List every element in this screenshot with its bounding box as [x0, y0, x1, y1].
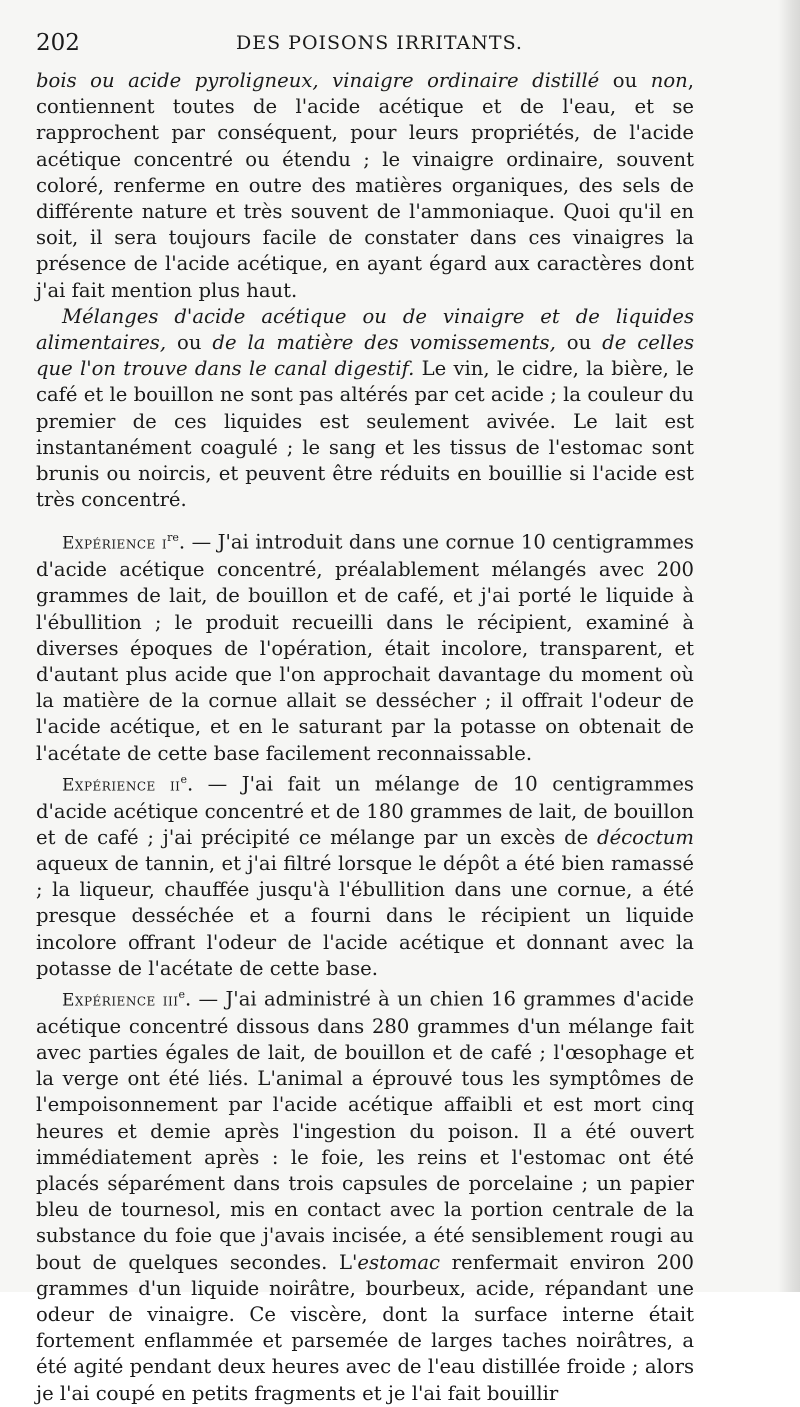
- italic-run: décoctum: [597, 825, 694, 849]
- italic-run: de la matière des vomissements,: [212, 331, 556, 355]
- italic-run: de celles que l'on trouve dans le canal digestif.: [36, 331, 694, 381]
- text-run: aqueux de tannin, et j'ai filtré lorsque le dépôt a été bien ramassé ; la liqueur, chauffée jusqu'à l'ébullition dans une cornue, a été presque desséchée et a fourni dans le récipient un liquide incolore offrant l'odeur de l'acide acétique et donnant avec la potasse de l'acétate de cette base.: [36, 851, 694, 980]
- text-run: . — J'ai introduit dans une cornue 10 centigrammes d'acide acétique concentré, préalablement mélangés avec 200 grammes de lait, de bouillon et de café, et j'ai porté le liquide à l'ébullition ; le produit recueilli dans le récipient, examiné à diverses époques de l'opération, était incolore, transparent, et d'autant plus acide que l'on approchait davantage du moment où la matière de la cornue allait se dessécher ; il offrait l'odeur de l'acide acétique, et en le saturant par la potasse on obtenait de l'acétate de cette base facilement reconnaissable.: [36, 530, 694, 765]
- text-run: ou: [599, 69, 651, 92]
- ordinal-superscript: re: [167, 531, 179, 545]
- page-number: 202: [36, 30, 80, 56]
- italic-run: bois ou acide pyroligneux, vinaigre ordinaire distillé: [36, 69, 600, 92]
- page-header: [36, 30, 742, 62]
- page-body: [36, 68, 694, 1407]
- text-run: . — J'ai administré à un chien 16 grammes d'acide acétique concentré dissous dans 280 grammes d'un mélange fait avec parties égales de lait, de bouillon et de café ; l'œsophage et la verge ont été liés. L'animal a éprouvé tous les symptômes de l'empoisonnement par l'acide acétique affaibli et est mort cinq heures et demie après l'ingestion du poison. Il a été ouvert immédiatement après : le foie, les reins et l'estomac ont été placés séparément dans trois capsules de porcelaine ; un papier bleu de tournesol, mis en contact avec la portion centrale de la substance du foie que j'avais incisée, a été sensiblement rougi au bout de quelques secondes. L': [36, 987, 695, 1274]
- text-run: . — J'ai fait un mélange de 10 centigrammes d'acide acétique concentré et de 180 grammes de lait, de bouillon et de café ; j'ai précipité ce mélange par un excès de: [36, 772, 695, 849]
- text-run: Le vin, le cidre, la bière, le café et le bouillon ne sont pas altérés par cet acide ; la couleur du premier de ces liquides est seulement avivée. Le lait est instantanément coagulé ; le sang et les tissus de l'estomac sont brunis ou noircis, et peuvent être réduits en bouillie si l'acide est très concentré.: [36, 357, 694, 512]
- paragraph-experiment-1: [36, 525, 694, 766]
- italic-run: non: [650, 69, 688, 92]
- paragraph-mixtures: [36, 304, 694, 514]
- paragraph-vinegars: [36, 68, 694, 304]
- experiment-label: Expérience ii: [62, 775, 181, 796]
- italic-run: Mélanges d'acide acétique ou de vinaigre et de liquides alimentaires,: [36, 304, 694, 355]
- text-run: ou: [555, 331, 603, 355]
- text-run: ou: [166, 331, 213, 355]
- experiment-label: Expérience iii: [62, 990, 179, 1011]
- text-run: renfermait environ 200 grammes d'un liquide noirâtre, bourbeux, acide, répandant une odeur de vinaigre. Ce viscère, dont la surface interne était fortement enflammée et parsemée de larges taches noirâtres, a été agité pendant deux heures avec de l'eau distillée froide ; alors je l'ai coupé en petits fragments et je l'ai fait bouillir: [36, 1250, 694, 1405]
- ordinal-superscript: e: [178, 987, 185, 1001]
- running-head: DES POISONS IRRITANTS.: [236, 32, 523, 54]
- paragraph-experiment-3: [36, 982, 694, 1407]
- italic-run: estomac: [357, 1250, 440, 1274]
- ordinal-superscript: e: [180, 772, 187, 786]
- text-run: , contiennent toutes de l'acide acétique et de l'eau, et se rapprochent par conséquent, pour leurs propriétés, de l'acide acétique concentré ou étendu ; le vinaigre ordinaire, souvent coloré, renferme en outre des matières organiques, des sels de différente nature et très souvent de l'ammoniaque. Quoi qu'il en soit, il sera toujours facile de constater dans ces vinaigres la présence de l'acide acétique, en ayant égard aux caractères dont j'ai fait mention plus haut.: [36, 69, 695, 302]
- page-gutter-shadow: [778, 0, 800, 1292]
- experiment-label: Expérience i: [62, 533, 168, 554]
- paragraph-experiment-2: [36, 767, 694, 982]
